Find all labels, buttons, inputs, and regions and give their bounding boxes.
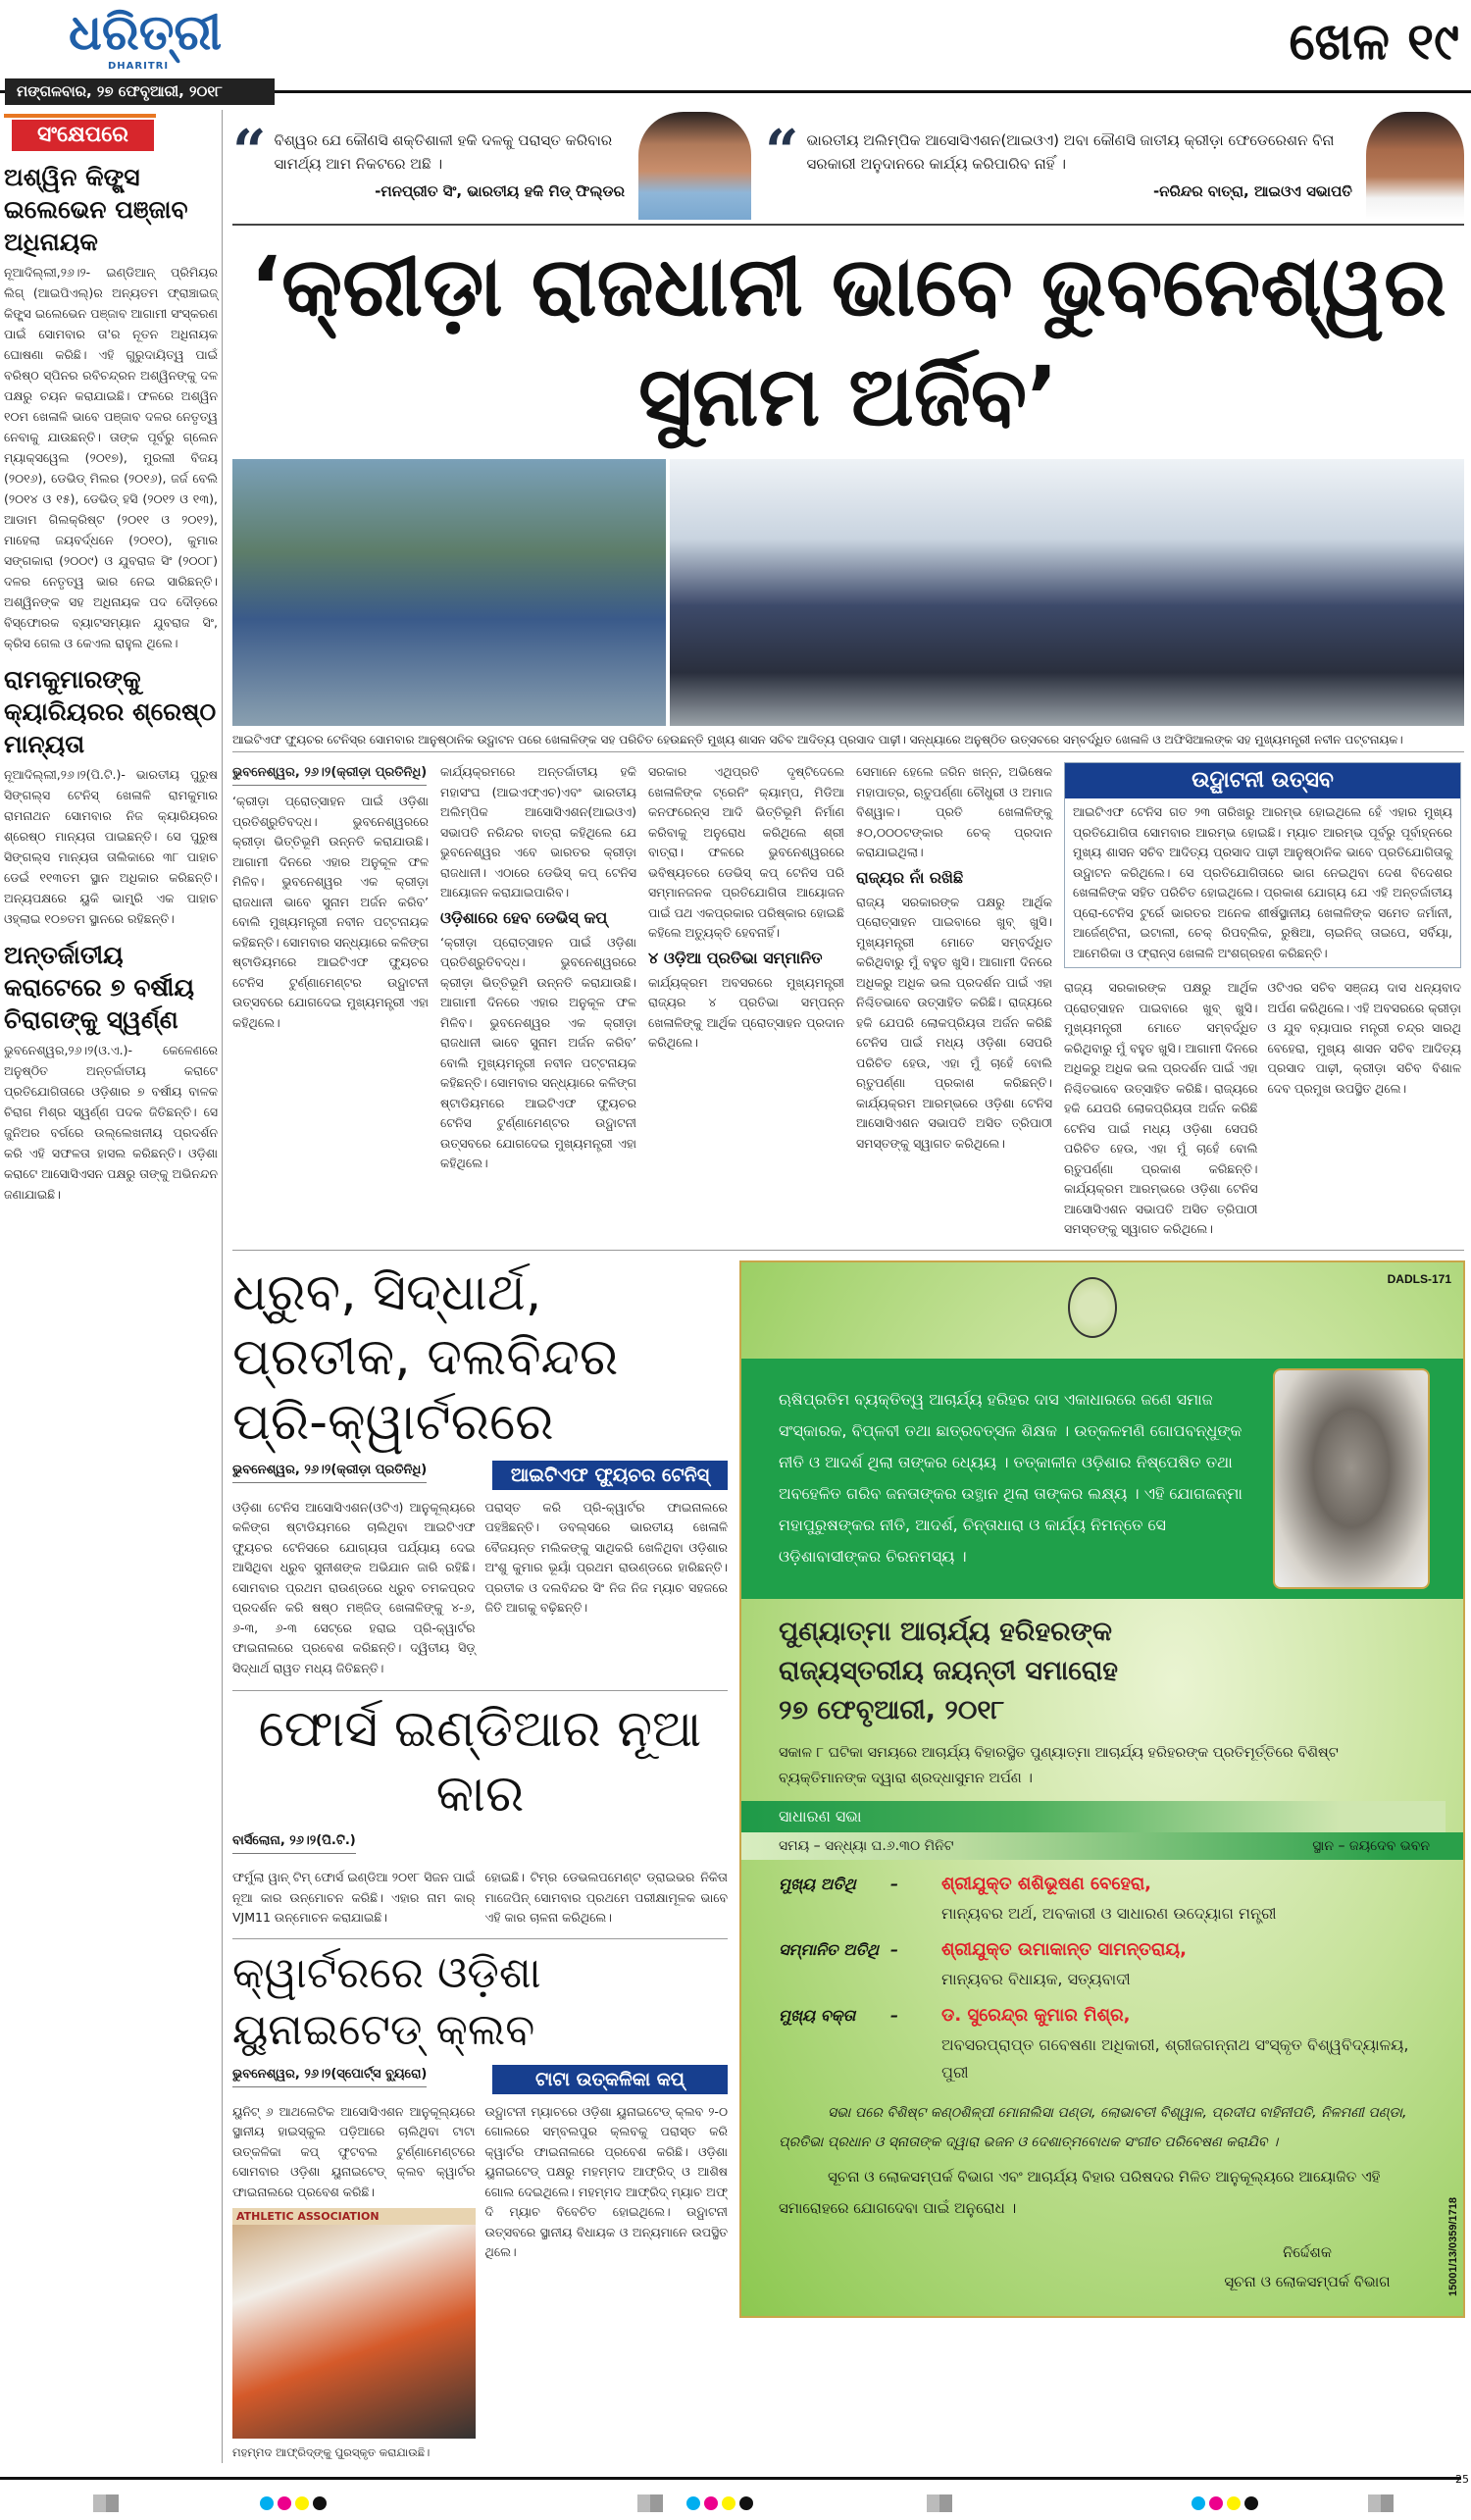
subhead: ଓଡ଼ିଶାରେ ହେବ ଡେଭିସ୍ କପ୍ (440, 907, 608, 927)
masthead (0, 0, 1471, 110)
secondary-stories (232, 1260, 728, 2463)
quote-manpreet: “ ବିଶ୍ୱର ଯେ କୌଣସି ଶକ୍ତିଶାଳୀ ହକି ଦଳକୁ ପରାସ୍ତ କରିବାର ସାମର୍ଥ୍ୟ ଆମ ନିକଟରେ ଅଛି । -ମନପ୍ରୀତ ସିଂ, ଭାରତୀୟ ହକି ମିଡ୍ ଫିଲ୍ଡର (232, 118, 625, 200)
magenta-dot (278, 2496, 291, 2510)
tennis-col2: ପରାସ୍ତ କରି ପ୍ରି-କ୍ୱାର୍ଟର ଫାଇନାଲରେ ପହଞ୍ଚିଛନ୍ତି। ଡବଲ୍ସରେ ଭାରତୀୟ ଖେଳାଳି ବୈଜୟନ୍ତ ମଲିକଙ୍କୁ ସାଥିକରି ଖେଳିଥିବା ଓଡ଼ିଶାର ଅଂଶୁ କୁମାର ଭୂୟାଁ ପ୍ରଥମ ରାଉଣ୍ଡରେ ହାରିଛନ୍ତି। ପ୍ରତୀକ ଓ ଦଲବିନ୍ଦର ସିଂ ନିଜ ନିଜ ମ୍ୟାଚ ସହଜରେ ଜିତି ଆଗକୁ ବଢ଼ିଛନ୍ତି। (484, 1499, 728, 1615)
club-col1: ୟୁନିଟ୍ ୬ ଆଥଲେଟିକ ଆସୋସିଏଶନ ଆନୁକୂଲ୍ୟରେ ସ୍ଥାନୀୟ ହାଇସ୍କୁଲ ପଡ଼ିଆରେ ଚାଲିଥିବା ଟାଟା ଉତ୍କଳିକା କପ୍ ଫୁଟବଲ ଟୁର୍ଣ୍ଣାମେଣ୍ଟରେ ସୋମବାର ଓଡ଼ିଶା ୟୁନାଇଟେଡ୍ କ୍ଲବ କ୍ୱାର୍ଟର ଫାଇନାଲରେ ପ୍ରବେଶ କରିଛି। (232, 2103, 476, 2199)
registration-mark (927, 2494, 952, 2512)
tennis-body (232, 1498, 728, 1679)
yellow-dot (1227, 2496, 1241, 2510)
page-body (0, 110, 1471, 2463)
guest-list: ମୁଖ୍ୟ ଅତିଥି – ଶ୍ରୀଯୁକ୍ତ ଶଶିଭୂଷଣ ବେହେରା, ମାନ୍ୟବର ଅର୍ଥ, ଅବକାରୀ ଓ ସାଧାରଣ ଉଦ୍ୟୋଗ ମନ୍ତ୍ରୀ ସମ୍ମାନିତ ଅତିଥି – ଶ୍ରୀଯୁକ୍ତ ଉମାକାନ୍ତ ସାମନ୍ତରାୟ, ମାନ୍ୟବର ବିଧାୟକ, ସତ୍ୟବାଦୀ ମୁଖ୍ୟ ବକ୍ତା – ଡ. ସୁରେନ୍ଦ୍ର କୁମାର ମିଶ୍ର, ଅବସରପ୍ରାପ୍ତ ଗବେଷଣା ଅଧିକାରୀ, ଶ୍ରୀଜଗନ୍ନାଥ ସଂସ୍କୃତ ବିଶ୍ୱବିଦ୍ୟାଳୟ, ପୁରୀ ସଭା ପରେ ବିଶିଷ୍ଟ କଣ୍ଠଶିଳ୍ପୀ ମୋନାଲିସା ପଣ୍ଡା, ଲୋଭାବତୀ ବିଶ୍ୱାଳ, ପ୍ରଦୀପ ବାହିନୀପତି, ନିଳମଣୀ ପଣ୍ଡା, ପ୍ରତିଭା ପ୍ରଧାନ ଓ ସ୍ନାତାଙ୍କ ଦ୍ୱାରା ଭଜନ ଓ ଦେଶାତ୍ମବୋଧକ ସଂଗୀତ ପରିବେଷଣ କରାଯିବ । ସୂଚନା ଓ ଲୋକସମ୍ପର୍କ ବିଭାଗ ଏବଂ ଆଚାର୍ଯ୍ୟ ବିହାର ପରିଷଦର ମିଳିତ ଆନୁକୂଲ୍ୟରେ ଆୟୋଜିତ ଏହି ସମାରୋହରେ ଯୋଗଦେବା ପାଇଁ ଅନୁରୋଧ । ନିର୍ଦ୍ଦେଶକ ସୂଚନା ଓ ଲୋକସମ୍ପର୍କ ବିଭାଗ (741, 1874, 1463, 2296)
quote-batra: “ ଭାରତୀୟ ଅଲିମ୍ପିକ ଆସୋସିଏଶନ(ଆଇଓଏ) ଅବା କୌଣସି ଜାତୀୟ କ୍ରୀଡ଼ା ଫେଡେରେଶନ ବିନା ସରକାରୀ ଅନୁଦାନରେ କାର୍ଯ୍ୟ କରିପାରିବ ନାହିଁ । -ନରିନ୍ଦର ବାତ୍ରା, ଆଇଓଏ ସଭାପତି (765, 118, 1352, 200)
time-venue-bar: ସମୟ – ସନ୍ଧ୍ୟା ଘ.୬.୩୦ ମିନିଟ ସ୍ଥାନ – ଜୟଦେବ ଭବନ (741, 1832, 1463, 1860)
magenta-dot (1209, 2496, 1223, 2510)
ad-registration-number: 15001/13/0359/1718 (1447, 2196, 1459, 2296)
registration-mark (1368, 2494, 1394, 2512)
brief-body: ନୂଆଦିଲ୍ଲୀ,୨୬।୨- ଇଣ୍ଡିଆନ୍ ପ୍ରିମିୟର ଲିଗ୍ (ଆଇପିଏଲ୍)ର ଅନ୍ୟତମ ଫ୍ରାଞ୍ଚାଇଜ୍ କିଙ୍ଗ୍ସ ଇଲେଭେନ ପଞ୍ଜାବ ଆଗାମୀ ସଂସ୍କରଣ ପାଇଁ ସୋମବାର ତା'ର ନୂତନ ଅଧିନାୟକ ଘୋଷଣା କରିଛି। ଏହି ଗୁରୁଦାୟିତ୍ୱ ପାଇଁ ବରିଷ୍ଠ ସ୍ପିନର ରବିଚନ୍ଦ୍ରନ ଅଶ୍ୱିନଙ୍କୁ ଦଳ ପକ୍ଷରୁ ଚୟନ କରାଯାଇଛି। ଫଳରେ ଅଶ୍ୱିନ ୧୦ମ ଖେଳାଳି ଭାବେ ପଞ୍ଜାବ ଦଳର ନେତୃତ୍ୱ ନେବାକୁ ଯାଉଛନ୍ତି। ତାଙ୍କ ପୂର୍ବରୁ ଗ୍ଲେନ ମ୍ୟାକ୍ସୱେଲ (୨୦୧୭), ମୁରଲୀ ବିଜୟ (୨୦୧୬), ଡେଭିଡ୍ ମିଲର (୨୦୧୬), ଜର୍ଜ ବେଲି (୨୦୧୪ ଓ ୧୫), ଡେଭିଡ୍ ହସି (୨୦୧୨ ଓ ୧୩), ଆଡାମ ଗିଲକ୍ରିଷ୍ଟ (୨୦୧୧ ଓ ୨୦୧୨), ମାହେଲା ଜୟବର୍ଦ୍ଧନେ (୨୦୧୦), କୁମାର ସଙ୍ଗକାରା (୨୦୦୯) ଓ ଯୁବରାଜ ସିଂ (୨୦୦୮) ଦଳର ନେତୃତ୍ୱ ଭାର ନେଇ ସାରିଛନ୍ତି। ଅଶ୍ୱିନଙ୍କ ସହ ଅଧିନାୟକ ପଦ ଦୌଡ଼ରେ ବିସ୍ଫୋରକ ବ୍ୟାଟସମ୍ୟାନ ଯୁବରାଜ ସିଂ, କ୍ରିସ ଗେଲ ଓ କେଏଲ ରାହୁଲ ଥିଲେ। (4, 265, 218, 650)
ad-header (741, 1262, 1463, 1359)
page-section-label: ଖେଳ ୧୯ (1289, 13, 1459, 72)
subhead: ରାଜ୍ୟର ନାଁ ରଖିଛି (856, 867, 964, 887)
club-col1-wrap (232, 2102, 476, 2463)
club-headline: କ୍ୱାର୍ଟରରେ ଓଡ଼ିଶା ୟୁନାଇଟେଡ୍ କ୍ଲବ (232, 1938, 728, 2059)
ad-intro-text: ଋଷିପ୍ରତିମ ବ୍ୟକ୍ତିତ୍ୱ ଆଚାର୍ଯ୍ୟ ହରିହର ଦାସ ଏକାଧାରରେ ଜଣେ ସମାଜ ସଂସ୍କାରକ, ବିପ୍ଳବୀ ତଥା ଛାତ୍ରବତ୍ସଳ ଶିକ୍ଷକ । ଉତ୍କଳମଣି ଗୋପବନ୍ଧୁଙ୍କ ନୀତି ଓ ଆଦର୍ଶ ଥିଲା ତାଙ୍କର ଧ୍ୟେୟ । ତତ୍କାଳୀନ ଓଡ଼ିଶାର ନିଷ୍ପେଷିତ ତଥା ଅବହେଳିତ ଗରିବ ଜନତାଙ୍କର ଉତ୍ଥାନ ଥିଲା ତାଙ୍କର ଲକ୍ଷ୍ୟ । ଏହି ଯୋଗଜନ୍ମା ମହାପୁରୁଷଙ୍କର ନୀତି, ଆଦର୍ଶ, ଚିନ୍ତାଧାରା ଓ କାର୍ଯ୍ୟ ନିମନ୍ତେ ସେ ଓଡ଼ିଶାବାସୀଙ୍କର ଚିରନମସ୍ୟ । (779, 1390, 1243, 1566)
edition-date: ମଙ୍ଗଳବାର, ୨୭ ଫେବୃଆରୀ, ୨୦୧୮ (5, 78, 275, 105)
dateline: ଭୁବନେଶ୍ୱର, ୨୬।୨(କ୍ରୀଡ଼ା ପ୍ରତିନିଧି) (232, 764, 427, 786)
force-col2: ହୋଇଛି। ଟିମ୍ର ଡେଭଲପମେଣ୍ଟ ଡ୍ରାଇଭର ନିକିତା ମାଜେପିନ୍ ସୋମବାର ପ୍ରଥମେ ପରୀକ୍ଷାମୂଳକ ଭାବେ ଏହି କାର ଚାଳନା କରିଥିଲେ। (484, 1870, 728, 1925)
lead-story-col6: ଓଟିଏର ସଚିବ ସଞ୍ଜୟ ଦାସ ଧନ୍ୟବାଦ ଅର୍ପଣ କରିଥିଲେ। ଏହି ଅବସରରେ କ୍ରୀଡ଼ା ଓ ଯୁବ ବ୍ୟାପାର ମନ୍ତ୍ରୀ ଚନ୍ଦ୍ର ସାରଥି ବେହେରା, ମୁଖ୍ୟ ଶାସନ ସଚିବ ଆଦିତ୍ୟ ପ୍ରସାଦ ପାଢ଼ୀ, କ୍ରୀଡ଼ା ସଚିବ ବିଶାଳ ଦେବ ପ୍ରମୁଖ ଉପସ୍ଥିତ ଥିଲେ। (1267, 980, 1461, 1096)
lead-story (232, 752, 1464, 1240)
force-dateline-row (232, 1832, 728, 1860)
ad-intro-band (741, 1359, 1463, 1599)
odisha-govt-emblem (1068, 1277, 1117, 1338)
main-content (222, 110, 1469, 2463)
box-body: ଆଇଟିଏଫ ଟେନିସ ଗତ ୨୩ ତାରିଖରୁ ଆରମ୍ଭ ହୋଇଥିଲେ ହେଁ ଏହାର ମୁଖ୍ୟ ପ୍ରତିଯୋଗିତା ସୋମବାର ଆରମ୍ଭ ହୋଇଛି। ମ୍ୟାଚ ଆରମ୍ଭ ପୂର୍ବରୁ ପୂର୍ବାହ୍ନରେ ମୁଖ୍ୟ ଶାସନ ସଚିବ ଆଦିତ୍ୟ ପ୍ରସାଦ ପାଢ଼ୀ ଆନୁଷ୍ଠାନିକ ଭାବେ ପ୍ରତିଯୋଗିତାକୁ ଉଦ୍ଘାଟନ କରିଥିଲେ। ସେ ପ୍ରତିଯୋଗିତାରେ ଭାଗ ନେଇଥିବା ଦେଶ ବିଦେଶର ଖେଳାଳିଙ୍କ ସହିତ ପରିଚିତ ହୋଇଥିଲେ। ପ୍ରକାଶ ଯୋଗ୍ୟ ଯେ ଏହି ଅନ୍ତର୍ଜାତୀୟ ପ୍ରୋ-ଟେନିସ ଟୁର୍ରେ ଭାରତର ଅନେକ ଶୀର୍ଷସ୍ଥାନୀୟ ଖେଳାଳିଙ୍କ ସମେତ ଜର୍ମାନୀ, ଆର୍ଜେଣ୍ଟିନା, ଇଟାଲୀ, ଚେକ୍ ରିପବ୍ଲିକ, ରୁଷିଆ, ଚାଇନିଜ୍ ତାଇପେ, ସର୍ବିୟା, ଆମେରିକା ଓ ଫ୍ରାନ୍ସ ଖେଳାଳି ଅଂଶଗ୍ରହଣ କରିଛନ୍ତି। (1073, 804, 1452, 960)
cyan-dot (260, 2496, 274, 2510)
lead-right-column (1064, 762, 1461, 1240)
tennis-col1: ଓଡ଼ିଶା ଟେନିସ ଆସୋସିଏଶନ(ଓଟିଏ) ଆନୁକୂଲ୍ୟରେ କଳିଙ୍ଗ ଷ୍ଟାଡିୟମରେ ଚାଲିଥିବା ଆଇଟିଏଫ ଫ୍ୟୁଚର ଟେନିସରେ ଯୋଗ୍ୟତା ପର୍ଯ୍ୟାୟ ଦେଇ ଆସିଥିବା ଧ୍ରୁବ ସୁନୀଶଙ୍କ ଅଭିଯାନ ଜାରି ରହିଛି। ସୋମବାର ପ୍ରଥମ ରାଉଣ୍ଡରେ ଧ୍ରୁବ ଚମକପ୍ରଦ ପ୍ରଦର୍ଶନ କରି ଷଷ୍ଠ ମଞ୍ଜିଡ୍ ଖେଳାଳିଙ୍କୁ ୪-୬, ୬-୩, ୬-୩ ସେଟ୍ରେ ହରାଇ ପ୍ରି-କ୍ୱାର୍ଟର ଫାଇନାଲରେ ପ୍ରବେଶ କରିଛନ୍ତି। ଦ୍ୱିତୀୟ ସିଡ଼୍ ସିଦ୍ଧାର୍ଥ ରାୱତ ମଧ୍ୟ ଜିତିଛନ୍ତି। (232, 1499, 476, 1675)
guest-desc: ମାନ୍ୟବର ଅର୍ଥ, ଅବକାରୀ ଓ ସାଧାରଣ ଉଦ୍ୟୋଗ ମନ୍ତ୍ରୀ (941, 1903, 1277, 1923)
tennis-headline: ଧ୍ରୁବ, ସିଦ୍ଧାର୍ଥ, ପ୍ରତୀକ, ଦଲବିନ୍ଦର ପ୍ରି-କ୍ୱାର୍ଟରରେ (232, 1262, 619, 1452)
acharya-harihar-portrait (1273, 1368, 1430, 1589)
felicitation-group-photo (670, 459, 1464, 726)
black-dot (1244, 2496, 1258, 2510)
yellow-dot (295, 2496, 309, 2510)
brief-headline: ଅଶ୍ୱିନ କିଙ୍ଗ୍ସ ଇଲେଭେନ ପଞ୍ଜାବ ଅଧିନାୟକ (4, 163, 188, 256)
tata-utkalika-cup-label: ଟାଟା ଉତ୍କଳିକା କପ୍ (492, 2065, 728, 2094)
manpreet-singh-photo (638, 112, 751, 220)
narinder-batra-photo (1366, 112, 1464, 220)
cyan-dot (686, 2496, 700, 2510)
magenta-dot (704, 2496, 718, 2510)
tennis-players-photo (232, 459, 666, 726)
cyan-dot (1192, 2496, 1205, 2510)
photo-caption: ମହମ୍ମଦ ଆଫ୍ରିଦ୍ଙ୍କୁ ପୁରସ୍କୃତ କରାଯାଉଛି। (232, 2445, 431, 2459)
page-number: 25 (1455, 2472, 1469, 2486)
lead-story-col4: ସେମାନେ ହେଲେ ଜରିନ ଖନ୍ନ, ଅଭିଷେକ ମହାପାତ୍ର, ଋତୁପର୍ଣ୍ଣା ଚୌଧୁରୀ ଓ ଅମାଜ ବିଶ୍ୱାଳ। ପ୍ରତି ଖେଳାଳିଙ୍କୁ ୫୦,୦୦୦ଟଙ୍କାର ଚେକ୍ ପ୍ରଦାନ କରାଯାଇଥିଲା। ରାଜ୍ୟର ନାଁ ରଖିଛି ରାଜ୍ୟ ସରକାରଙ୍କ ପକ୍ଷରୁ ଆର୍ଥିକ ପ୍ରୋତ୍ସାହନ ପାଇବାରେ ଖୁବ୍ ଖୁସି। ମୁଖ୍ୟମନ୍ତ୍ରୀ ମୋତେ ସମ୍ବର୍ଦ୍ଧିତ କରିଥିବାରୁ ମୁଁ ବହୁତ ଖୁସି। ଆଗାମୀ ଦିନରେ ଅଧିକରୁ ଅଧିକ ଭଲ ପ୍ରଦର୍ଶନ ପାଇଁ ଏହା ନିଶ୍ଚିତଭାବେ ଉତ୍ସାହିତ କରିଛି। ରାଜ୍ୟରେ ହକି ଯେପରି ଲୋକପ୍ରିୟତା ଅର୍ଜନ କରିଛି ଟେନିସ ପାଇଁ ମଧ୍ୟ ଓଡ଼ିଶା ସେପରି ପରିଚିତ ହେଉ, ଏହା ମୁଁ ଚାହେଁ ବୋଲି ଋତୁପର୍ଣ୍ଣା ପ୍ରକାଶ କରିଛନ୍ତି। କାର୍ଯ୍ୟକ୍ରମ ଆରମ୍ଭରେ ଓଡ଼ିଶା ଟେନିସ ଆସୋସିଏଶନ ସଭାପତି ଅସିତ ତ୍ରିପାଠୀ ସମସ୍ତଙ୍କୁ ସ୍ୱାଗତ କରିଥିଲେ। (856, 764, 1052, 1151)
tennis-dateline-row (232, 1461, 728, 1490)
brief-body: ଭୁବନେଶ୍ୱର,୨୬।୨(ଓ.ଏ.)- କେଳେଣରେ ଅନୁଷ୍ଠିତ ଅନ୍ତର୍ଜାତୀୟ କରାଟେ ପ୍ରତିଯୋଗିତାରେ ଓଡ଼ିଶାର ୭ ବର୍ଷୀୟ ବାଳକ ଚିରାଗ ମିଶ୍ର ସ୍ୱର୍ଣ୍ଣ ପଦକ ଜିତିଛନ୍ତି। ସେ ଜୁନିଅର ବର୍ଗରେ ଉଲ୍ଲେଖନୀୟ ପ୍ରଦର୍ଶନ କରି ଏହି ସଫଳତା ହାସଲ କରିଛନ୍ତି। ଓଡ଼ିଶା କରାଟେ ଆସୋସିଏସନ ପକ୍ଷରୁ ତାଙ୍କୁ ଅଭିନନ୍ଦନ ଜଣାଯାଇଛି। (4, 1043, 218, 1202)
brief-headline: ଅନ୍ତର୍ଜାତୀୟ କରାଟେରେ ୭ ବର୍ଷୀୟ ଚିରାଗଙ୍କୁ ସ୍ୱର୍ଣ୍ଣ (4, 941, 194, 1034)
registration-mark (637, 2494, 663, 2512)
quotes-row (232, 112, 1464, 226)
ad-signature: ନିର୍ଦ୍ଦେଶକ ସୂଚନା ଓ ଲୋକସମ୍ପର୍କ ବିଭାଗ (1224, 2242, 1391, 2290)
dateline: ଭୁବନେଶ୍ୱର, ୨୬।୨(କ୍ରୀଡ଼ା ପ୍ରତିନିଧି) (232, 1462, 427, 1483)
quote-icon: “ (232, 118, 267, 186)
itf-futures-label: ଆଇଟିଏଫ ଫ୍ୟୁଚର ଟେନିସ୍ (492, 1461, 728, 1490)
ad-morning-program: ସକାଳ ୮ ଘଟିକା ସମୟରେ ଆଚାର୍ଯ୍ୟ ବିହାରସ୍ଥିତ ପୁଣ୍ୟାତ୍ମା ଆଚାର୍ଯ୍ୟ ହରିହରଙ୍କ ପ୍ରତିମୂର୍ତ୍ତିରେ ବିଶିଷ୍ଟ ବ୍ୟକ୍ତିମାନଙ୍କ ଦ୍ୱାରା ଶ୍ରଦ୍ଧାସୁମନ ଅର୍ପଣ । (779, 1744, 1339, 1786)
black-dot (739, 2496, 753, 2510)
black-dot (313, 2496, 327, 2510)
divider (4, 114, 156, 118)
registration-mark (93, 2494, 119, 2512)
box-title: ଉଦ୍ଘାଟନୀ ଉତ୍ସବ (1065, 763, 1460, 798)
force-col1: ଫର୍ମୁଲା ୱାନ୍ ଟିମ୍ ଫୋର୍ସ ଇଣ୍ଡିଆ ୨୦୧୮ ସିଜନ ପାଇଁ ନୂଆ କାର ଉନ୍ମୋଚନ କରିଛି। ଏହାର ନାମ କାର୍ VJM11 ଉନ୍ମୋଚନ କରାଯାଇଛି। (232, 1870, 476, 1925)
guest-name: ଶ୍ରୀଯୁକ୍ତ ଉମାକାନ୍ତ ସାମନ୍ତରାୟ, (941, 1938, 1187, 1960)
brief-body: ନୂଆଦିଲ୍ଲୀ,୨୬।୨(ପି.ଟି.)- ଭାରତୀୟ ପୁରୁଷ ସିଙ୍ଗଲ୍ସ ଟେନିସ୍ ଖେଳାଳି ରାମକୁମାର ରାମନାଥନ ସୋମବାର ନିଜ କ୍ୟାରିୟରର ଶ୍ରେଷ୍ଠ ମାନ୍ୟତା ପାଇଛନ୍ତି। ସେ ପୁରୁଷ ସିଙ୍ଗଲ୍ସ ମାନ୍ୟତା ତାଲିକାରେ ୩୮ ପାହାଚ ଡେଇଁ ୧୧୩ତମ ସ୍ଥାନ ଅଧିକାର କରିଛନ୍ତି। ଅନ୍ୟପକ୍ଷରେ ୟୁକି ଭାମ୍ବ୍ରି ଏକ ପାହାଚ ଓହ୍ଲାଇ ୧୦୭ତମ ସ୍ଥାନରେ ରହିଛନ୍ତି। (4, 767, 218, 926)
brief-headline: ରାମକୁମାରଙ୍କୁ କ୍ୟାରିୟରର ଶ୍ରେଷ୍ଠ ମାନ୍ୟତା (4, 665, 217, 758)
dateline: ଭୁବନେଶ୍ୱର, ୨୬।୨(ସ୍ପୋର୍ଟ୍ସ ବ୍ୟୁରୋ) (232, 2066, 427, 2087)
club-col2: ଉଦ୍ଘାଟନୀ ମ୍ୟାଚରେ ଓଡ଼ିଶା ୟୁନାଇଟେଡ୍ କ୍ଲବ ୨-୦ ଗୋଲରେ ସମ୍ବଲପୁର କ୍ଲବକୁ ପରାସ୍ତ କରି କ୍ୱାର୍ଟର ଫାଇନାଲରେ ପ୍ରବେଶ କରିଛି। ଓଡ଼ିଶା ୟୁନାଇଟେଡ୍ ପକ୍ଷରୁ ମହମ୍ମଦ ଆଫ୍ରିଦ୍ ଓ ଆଶିଷ ଗୋଲ ଦେଇଥିଲେ। ମହମ୍ମଦ ଆଫ୍ରିଦ୍ ମ୍ୟାଚ ଅଫ୍ ଦି ମ୍ୟାଚ ବିବେଚିତ ହୋଇଥିଲେ। ଉଦ୍ଘାଟନୀ ଉତ୍ସବରେ ସ୍ଥାନୀୟ ବିଧାୟକ ଓ ଅନ୍ୟମାନେ ଉପସ୍ଥିତ ଥିଲେ। (484, 2103, 728, 2259)
guest-name: ଶ୍ରୀଯୁକ୍ତ ଶଶିଭୂଷଣ ବେହେରା, (941, 1873, 1151, 1894)
guest-name: ଡ. ସୁରେନ୍ଦ୍ର କୁମାର ମିଶ୍ର, (941, 2004, 1131, 2026)
lead-story-col2: କାର୍ଯ୍ୟକ୍ରମରେ ଅନ୍ତର୍ଜାତୀୟ ହକି ମହାସଂଘ (ଆଇଏଫ୍ଏଚ)ଏବଂ ଭାରତୀୟ ଅଲିମ୍ପିକ ଆସୋସିଏଶନ(ଆଇଓଏ) ସଭାପତି ନରିନ୍ଦର ବାତ୍ରା କହିଥିଲେ ଯେ ଭୁବନେଶ୍ୱର ଏବେ ଭାରତର କ୍ରୀଡ଼ା ରାଜଧାନୀ। ଏଠାରେ ଡେଭିସ୍ କପ୍ ଟେନିସ ଆୟୋଜନ କରାଯାଇପାରିବ। ଓଡ଼ିଶାରେ ହେବ ଡେଭିସ୍ କପ୍ ‘କ୍ରୀଡ଼ା ପ୍ରୋତ୍ସାହନ ପାଇଁ ଓଡ଼ିଶା ପ୍ରତିଶ୍ରୁତିବଦ୍ଧ। ଭୁବନେଶ୍ୱରରେ କ୍ରୀଡ଼ା ଭିତ୍ତିଭୂମି ଉନ୍ନତି କରାଯାଉଛି। ଆଗାମୀ ଦିନରେ ଏହାର ଅନୁକୂଳ ଫଳ ମିଳିବ। ଭୁବନେଶ୍ୱର ଏକ କ୍ରୀଡ଼ା ରାଜଧାନୀ ଭାବେ ସୁନାମ ଅର୍ଜନ କରିବ’ ବୋଲି ମୁଖ୍ୟମନ୍ତ୍ରୀ ନବୀନ ପଟ୍ଟନାୟକ କହିଛନ୍ତି। ସୋମବାର ସନ୍ଧ୍ୟାରେ କଳିଙ୍ଗ ଷ୍ଟାଡିୟମରେ ଆଇଟିଏଫ ଫ୍ୟୁଚର ଟେନିସ ଟୁର୍ଣ୍ଣାମେଣ୍ଟର ଉଦ୍ଘାଟନୀ ଉତ୍ସବରେ ଯୋଗଦେଇ ମୁଖ୍ୟମନ୍ତ୍ରୀ ଏହା କହିଥିଲେ। (440, 764, 636, 1170)
club-dateline-row (232, 2065, 728, 2094)
ad-title: ପୁଣ୍ୟାତ୍ମା ଆଚାର୍ଯ୍ୟ ହରିହରଙ୍କ ରାଜ୍ୟସ୍ତରୀୟ ଜୟନ୍ତୀ ସମାରୋହ ୨୭ ଫେବୃଆରୀ, ୨୦୧୮ ସକାଳ ୮ ଘଟିକା ସମୟରେ ଆଚାର୍ଯ୍ୟ ବିହାରସ୍ଥିତ ପୁଣ୍ୟାତ୍ମା ଆଚାର୍ଯ୍ୟ ହରିହରଙ୍କ ପ୍ରତିମୂର୍ତ୍ତିରେ ବିଶିଷ୍ଟ ବ୍ୟକ୍ତିମାନଙ୍କ ଦ୍ୱାରା ଶ୍ରଦ୍ଧାସୁମନ ଅର୍ପଣ । (741, 1599, 1463, 1791)
guest-desc: ଅବସରପ୍ରାପ୍ତ ଗବେଷଣା ଅଧିକାରୀ, ଶ୍ରୀଜଗନ୍ନାଥ ସଂସ୍କୃତ ବିଶ୍ୱବିଦ୍ୟାଳୟ, ପୁରୀ (941, 2034, 1409, 2082)
dharitri-logo: ଧରିତ୍ରୀ DHARITRI (69, 4, 223, 72)
lead-story-cols-5-6 (1064, 978, 1461, 1240)
award-photo (232, 2208, 476, 2439)
lead-story-col1: ଭୁବନେଶ୍ୱର, ୨୬।୨(କ୍ରୀଡ଼ା ପ୍ରତିନିଧି) ‘କ୍ରୀଡ଼ା ପ୍ରୋତ୍ସାହନ ପାଇଁ ଓଡ଼ିଶା ପ୍ରତିଶ୍ରୁତିବଦ୍ଧ। ଭୁବନେଶ୍ୱରରେ କ୍ରୀଡ଼ା ଭିତ୍ତିଭୂମି ଉନ୍ନତି କରାଯାଉଛି। ଆଗାମୀ ଦିନରେ ଏହାର ଅନୁକୂଳ ଫଳ ମିଳିବ। ଭୁବନେଶ୍ୱର ଏକ କ୍ରୀଡ଼ା ରାଜଧାନୀ ଭାବେ ସୁନାମ ଅର୍ଜନ କରିବ’ ବୋଲି ମୁଖ୍ୟମନ୍ତ୍ରୀ ନବୀନ ପଟ୍ଟନାୟକ କହିଛନ୍ତି। ସୋମବାର ସନ୍ଧ୍ୟାରେ କଳିଙ୍ଗ ଷ୍ଟାଡିୟମରେ ଆଇଟିଏଫ ଫ୍ୟୁଚର ଟେନିସ ଟୁର୍ଣ୍ଣାମେଣ୍ଟର ଉଦ୍ଘାଟନୀ ଉତ୍ସବରେ ଯୋଗଦେଇ ମୁଖ୍ୟମନ୍ତ୍ରୀ ଏହା କହିଥିଲେ। (232, 765, 429, 1030)
quote-icon: “ (765, 118, 799, 186)
inauguration-box (1064, 762, 1461, 968)
photo-banner: ATHLETIC ASSOCIATION (232, 2208, 476, 2225)
subhead: ୪ ଓଡ଼ିଆ ପ୍ରତିଭା ସମ୍ମାନିତ (648, 948, 823, 967)
general-meeting-bar: ସାଧାରଣ ସଭା (741, 1801, 1446, 1832)
ad-request: ସୂଚନା ଓ ଲୋକସମ୍ପର୍କ ବିଭାଗ ଏବଂ ଆଚାର୍ଯ୍ୟ ବିହାର ପରିଷଦର ମିଳିତ ଆନୁକୂଲ୍ୟରେ ଆୟୋଜିତ ଏହି ସମାରୋହରେ ଯୋଗଦେବା ପାଇଁ ଅନୁରୋଧ । (779, 2167, 1381, 2217)
ad-music-program: ସଭା ପରେ ବିଶିଷ୍ଟ କଣ୍ଠଶିଳ୍ପୀ ମୋନାଲିସା ପଣ୍ଡା, ଲୋଭାବତୀ ବିଶ୍ୱାଳ, ପ୍ରଦୀପ ବାହିନୀପତି, ନିଳମଣୀ ପଣ୍ଡା, ପ୍ରତିଭା ପ୍ରଧାନ ଓ ସ୍ନାତାଙ୍କ ଦ୍ୱାରା ଭଜନ ଓ ଦେଶାତ୍ମବୋଧକ ସଂଗୀତ ପରିବେଷଣ କରାଯିବ । (779, 2104, 1407, 2150)
lead-photos (232, 459, 1464, 726)
lead-headline: ‘କ୍ରୀଡ଼ା ରାଜଧାନୀ ଭାବେ ଭୁବନେଶ୍ୱର ସୁନାମ ଅର୍ଜିବ’ (250, 238, 1446, 444)
yellow-dot (722, 2496, 736, 2510)
guest-role: ମୁଖ୍ୟ ଅତିଥି (779, 1874, 856, 1893)
guest-role: ସମ୍ମାନିତ ଅତିଥି (779, 1939, 880, 1959)
lead-story-col3: ସରକାର ଏଥିପ୍ରତି ଦୃଷ୍ଟିଦେଲେ ଖେଳାଳିଙ୍କ ଟ୍ରେନିଂ କ୍ୟାମ୍ପ, ମିଡିଆ କନଫରେନ୍ସ ଆଦି ଭିତ୍ତିଭୂମି ନିର୍ମାଣ କରିବାକୁ ଅନୁରୋଧ କରିଥିଲେ ଶ୍ରୀ ବାତ୍ରା। ଫଳରେ ଭୁବନେଶ୍ୱରରେ ଭବିଷ୍ୟତରେ ଡେଭିସ୍ କପ୍ ଟେନିସ ପରି ସମ୍ମାନଜନକ ପ୍ରତିଯୋଗିତା ଆୟୋଜନ ପାଇଁ ପଥ ଏକପ୍ରକାର ପରିଷ୍କାର ହୋଇଛି କହିଲେ ଅତ୍ୟୁକ୍ତି ହେବନାହିଁ। ୪ ଓଡ଼ିଆ ପ୍ରତିଭା ସମ୍ମାନିତ କାର୍ଯ୍ୟକ୍ରମ ଅବସରରେ ମୁଖ୍ୟମନ୍ତ୍ରୀ ରାଜ୍ୟର ୪ ପ୍ରତିଭା ସମ୍ପନ୍ନ ଖେଳାଳିଙ୍କୁ ଆର୍ଥିକ ପ୍ରୋତ୍ସାହନ ପ୍ରଦାନ କରିଥିଲେ। (648, 764, 844, 1050)
ad-code: DADLS-171 (1387, 1271, 1451, 1286)
photo-caption: ଆଇଟିଏଫ ଫ୍ୟୁଚର ଟେନିସ୍ର ସୋମବାର ଆନୁଷ୍ଠାନିକ ଉଦ୍ଘାଟନ ପରେ ଖେଳାଳିଙ୍କ ସହ ପରିଚିତ ହେଉଛନ୍ତି ମୁଖ୍ୟ ଶାସନ ସଚିବ ଆଦିତ୍ୟ ପ୍ରସାଦ ପାଢ଼ୀ। ସନ୍ଧ୍ୟାରେ ଅନୁଷ୍ଠିତ ଉତ୍ସବରେ ସମ୍ବର୍ଦ୍ଧିତ ଖେଳାଳି ଓ ଅଫିସିଆଲଙ୍କ ସହ ମୁଖ୍ୟମନ୍ତ୍ରୀ ନବୀନ ପଟ୍ଟନାୟକ। (232, 726, 1464, 752)
lead-story-col5: ରାଜ୍ୟ ସରକାରଙ୍କ ପକ୍ଷରୁ ଆର୍ଥିକ ପ୍ରୋତ୍ସାହନ ପାଇବାରେ ଖୁବ୍ ଖୁସି। ମୁଖ୍ୟମନ୍ତ୍ରୀ ମୋତେ ସମ୍ବର୍ଦ୍ଧିତ କରିଥିବାରୁ ମୁଁ ବହୁତ ଖୁସି। ଆଗାମୀ ଦିନରେ ଅଧିକରୁ ଅଧିକ ଭଲ ପ୍ରଦର୍ଶନ ପାଇଁ ଏହା ନିଶ୍ଚିତଭାବେ ଉତ୍ସାହିତ କରିଛି। ରାଜ୍ୟରେ ହକି ଯେପରି ଲୋକପ୍ରିୟତା ଅର୍ଜନ କରିଛି ଟେନିସ ପାଇଁ ମଧ୍ୟ ଓଡ଼ିଶା ସେପରି ପରିଚିତ ହେଉ, ଏହା ମୁଁ ଚାହେଁ ବୋଲି ଋତୁପର୍ଣ୍ଣା ପ୍ରକାଶ କରିଛନ୍ତି। କାର୍ଯ୍ୟକ୍ରମ ଆରମ୍ଭରେ ଓଡ଼ିଶା ଟେନିସ ଆସୋସିଏଶନ ସଭାପତି ଅସିତ ତ୍ରିପାଠୀ ସମସ୍ତଙ୍କୁ ସ୍ୱାଗତ କରିଥିଲେ। (1064, 980, 1258, 1236)
force-india-headline: ଫୋର୍ସ ଇଣ୍ଡିଆର ନୂଆ କାର (232, 1690, 728, 1826)
footer (0, 2473, 1471, 2520)
lower-section (232, 1250, 1464, 2463)
dateline: ବାର୍ସିଲୋନା, ୨୬।୨(ପି.ଟି.) (232, 1832, 356, 1854)
club-body (232, 2102, 728, 2463)
force-body (232, 1868, 728, 1929)
divider (0, 2477, 1461, 2480)
brief-section-label: ସଂକ୍ଷେପରେ (12, 120, 154, 151)
guest-desc: ମାନ୍ୟବର ବିଧାୟକ, ସତ୍ୟବାଦୀ (941, 1969, 1131, 1988)
acharya-harihar-advertisement (739, 1260, 1465, 2318)
brief-column (0, 110, 222, 1205)
guest-role: ମୁଖ୍ୟ ବକ୍ତା (779, 2005, 856, 2025)
